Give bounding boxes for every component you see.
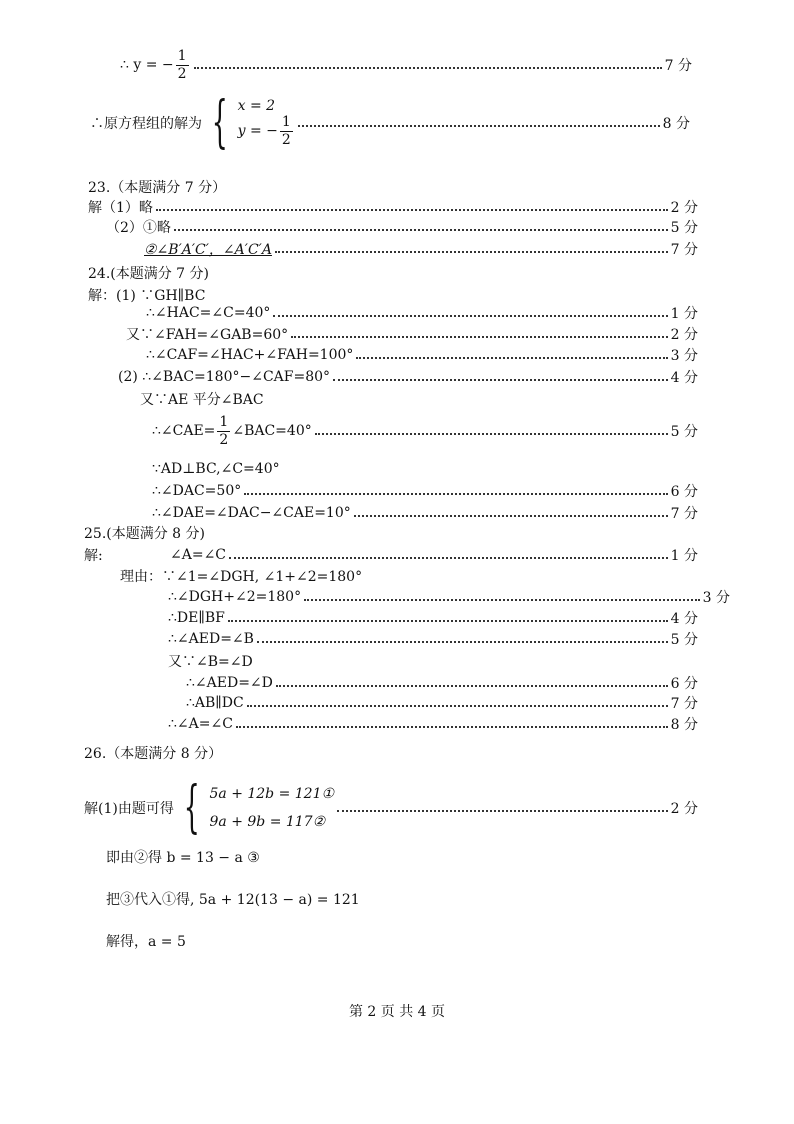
score: 2 分	[670, 327, 698, 343]
q25-header	[84, 522, 205, 544]
q25-l1-text: ∠A=∠C	[170, 547, 227, 563]
q25-l5-text: ∴∠AED=∠B	[168, 631, 254, 647]
q24-l10-text: ∴∠DAE=∠DAC−∠CAE=10°	[152, 505, 351, 521]
q25-line1	[84, 544, 698, 566]
score: 1 分	[670, 548, 698, 564]
q22-sys-line2-prefix: y = −	[237, 123, 278, 139]
score: 6 分	[670, 484, 698, 500]
q22-sys-den: 2	[281, 131, 291, 148]
score: 2 分	[670, 801, 698, 817]
leader-dots	[236, 726, 668, 728]
score: 2 分	[670, 200, 698, 216]
score: 4 分	[670, 370, 698, 386]
q25-line7	[186, 672, 698, 694]
q24-l5-text: (2) ∴∠BAC=180°−∠CAF=80°	[118, 369, 331, 385]
q22-sys-num: 1	[281, 113, 291, 130]
q24-l7-num: 1	[219, 413, 229, 430]
q25-line9	[168, 713, 698, 735]
q25-line3	[168, 586, 730, 608]
leader-dots	[257, 641, 668, 643]
q22-y-prefix: ∴ y = −	[120, 57, 174, 73]
q24-l7-prefix: ∴∠CAE=	[152, 423, 216, 439]
q26-l4-text: 解得，a = 5	[106, 934, 186, 950]
q22-sys-fraction	[280, 114, 293, 149]
q24-line9	[152, 480, 698, 502]
leader-dots	[298, 125, 660, 127]
q25-line4	[168, 607, 698, 629]
score: 1 分	[670, 306, 698, 322]
q23-line1	[88, 196, 698, 218]
q26-eq2: 9a + 9b = 117②	[209, 814, 326, 830]
q24-line8	[152, 458, 280, 480]
score: 3 分	[702, 590, 730, 606]
q24-line7	[152, 408, 698, 454]
leader-dots	[194, 67, 662, 69]
q24-line3	[126, 323, 698, 345]
q24-l1-text: 解：(1) ∵GH∥BC	[88, 288, 206, 304]
q23-l2-text: （2）①略	[106, 220, 171, 236]
q23-line2	[106, 216, 698, 238]
q26-line3	[106, 888, 360, 910]
leader-dots	[356, 357, 667, 359]
q24-l3-text: 又∵∠FAH=∠GAB=60°	[126, 327, 289, 343]
q25-l8-text: ∴AB∥DC	[186, 695, 244, 711]
q25-line8	[186, 692, 698, 714]
leader-dots	[228, 620, 668, 622]
page-footer: 第 2 页 共 4 页	[348, 1004, 446, 1020]
q22-sys-line2	[238, 114, 295, 149]
leader-dots	[304, 599, 700, 601]
score: 5 分	[670, 220, 698, 236]
leader-dots	[291, 336, 668, 338]
q25-l4-text: ∴DE∥BF	[168, 610, 225, 626]
q24-l2-text: ∴∠HAC=∠C=40°	[146, 305, 271, 321]
q24-line2	[146, 302, 698, 324]
q26-header-text: 26.（本题满分 8 分）	[84, 746, 223, 762]
left-brace-icon: {	[183, 775, 200, 840]
q22-y-num: 1	[177, 47, 187, 64]
q23-l3-text: ②∠B′A′C′，∠A′C′A	[144, 242, 272, 258]
leader-dots	[337, 810, 668, 812]
q26-l3-text: 把③代入①得, 5a + 12(13 − a) = 121	[106, 892, 360, 908]
leader-dots	[247, 705, 668, 707]
q26-line2	[106, 846, 260, 868]
leader-dots	[354, 515, 668, 517]
q24-l7-fraction	[217, 414, 230, 449]
q25-l2-text: 理由：∵∠1=∠DGH, ∠1+∠2=180°	[120, 569, 363, 585]
leader-dots	[315, 433, 668, 435]
q24-line5	[118, 366, 698, 388]
q23-header	[88, 176, 226, 198]
leader-dots	[229, 557, 668, 559]
q22-solution-prefix: ∴原方程组的解为	[90, 116, 202, 132]
q25-line6	[168, 650, 253, 672]
left-brace-icon: {	[211, 90, 228, 155]
q25-l1-label: 解:	[84, 548, 103, 564]
q25-l3-text: ∴∠DGH+∠2=180°	[168, 589, 302, 605]
q24-l6-text: 又∵AE 平分∠BAC	[140, 392, 264, 408]
leader-dots	[273, 315, 667, 317]
q24-header	[88, 262, 209, 284]
score: 8 分	[662, 116, 690, 132]
q22-y-den: 2	[177, 65, 187, 82]
score: 7 分	[670, 696, 698, 712]
q22-system	[238, 98, 295, 149]
q24-header-text: 24.(本题满分 7 分)	[88, 266, 209, 282]
q24-l8-text: ∵AD⊥BC,∠C=40°	[152, 461, 280, 477]
q25-header-text: 25.(本题满分 8 分)	[84, 526, 205, 542]
q24-l9-text: ∴∠DAC=50°	[152, 483, 242, 499]
q24-l7-den: 2	[219, 431, 229, 448]
leader-dots	[333, 379, 668, 381]
q24-l7-suffix: ∠BAC=40°	[232, 423, 312, 439]
q22-solution-line	[90, 88, 690, 158]
leader-dots	[276, 685, 668, 687]
leader-dots	[156, 209, 668, 211]
q25-l9-text: ∴∠A=∠C	[168, 716, 233, 732]
q25-l7-text: ∴∠AED=∠D	[186, 675, 273, 691]
q22-sys-line1: x = 2	[237, 97, 276, 114]
q26-system	[209, 780, 334, 836]
score: 7 分	[670, 242, 698, 258]
q26-sys-prefix: 解(1)由题可得	[84, 801, 174, 817]
q23-line3	[144, 238, 698, 260]
leader-dots	[174, 229, 668, 231]
score: 5 分	[670, 632, 698, 648]
q22-y-line	[120, 48, 692, 82]
q24-l4-text: ∴∠CAF=∠HAC+∠FAH=100°	[146, 347, 354, 363]
q25-l6-text: 又∵∠B=∠D	[168, 654, 253, 670]
q26-eq1: 5a + 12b = 121①	[209, 786, 335, 802]
q26-line4	[106, 930, 186, 952]
q22-y-fraction	[176, 48, 189, 83]
score: 6 分	[670, 676, 698, 692]
score: 3 分	[670, 348, 698, 364]
q26-l2-text: 即由②得 b = 13 − a ③	[106, 850, 260, 866]
q25-line5	[168, 628, 698, 650]
q26-header	[84, 742, 222, 764]
leader-dots	[244, 493, 667, 495]
score: 7 分	[670, 506, 698, 522]
q23-l1-text: 解（1）略	[88, 200, 153, 216]
q24-line4	[146, 344, 698, 366]
q23-header-text: 23.（本题满分 7 分）	[88, 180, 227, 196]
score: 8 分	[670, 717, 698, 733]
q24-line10	[152, 502, 698, 524]
score: 7 分	[664, 58, 692, 74]
score: 4 分	[670, 611, 698, 627]
q24-line6	[140, 388, 264, 410]
q25-line2	[120, 565, 362, 587]
q26-system-line	[84, 775, 698, 840]
score: 5 分	[670, 424, 698, 440]
leader-dots	[275, 251, 668, 253]
